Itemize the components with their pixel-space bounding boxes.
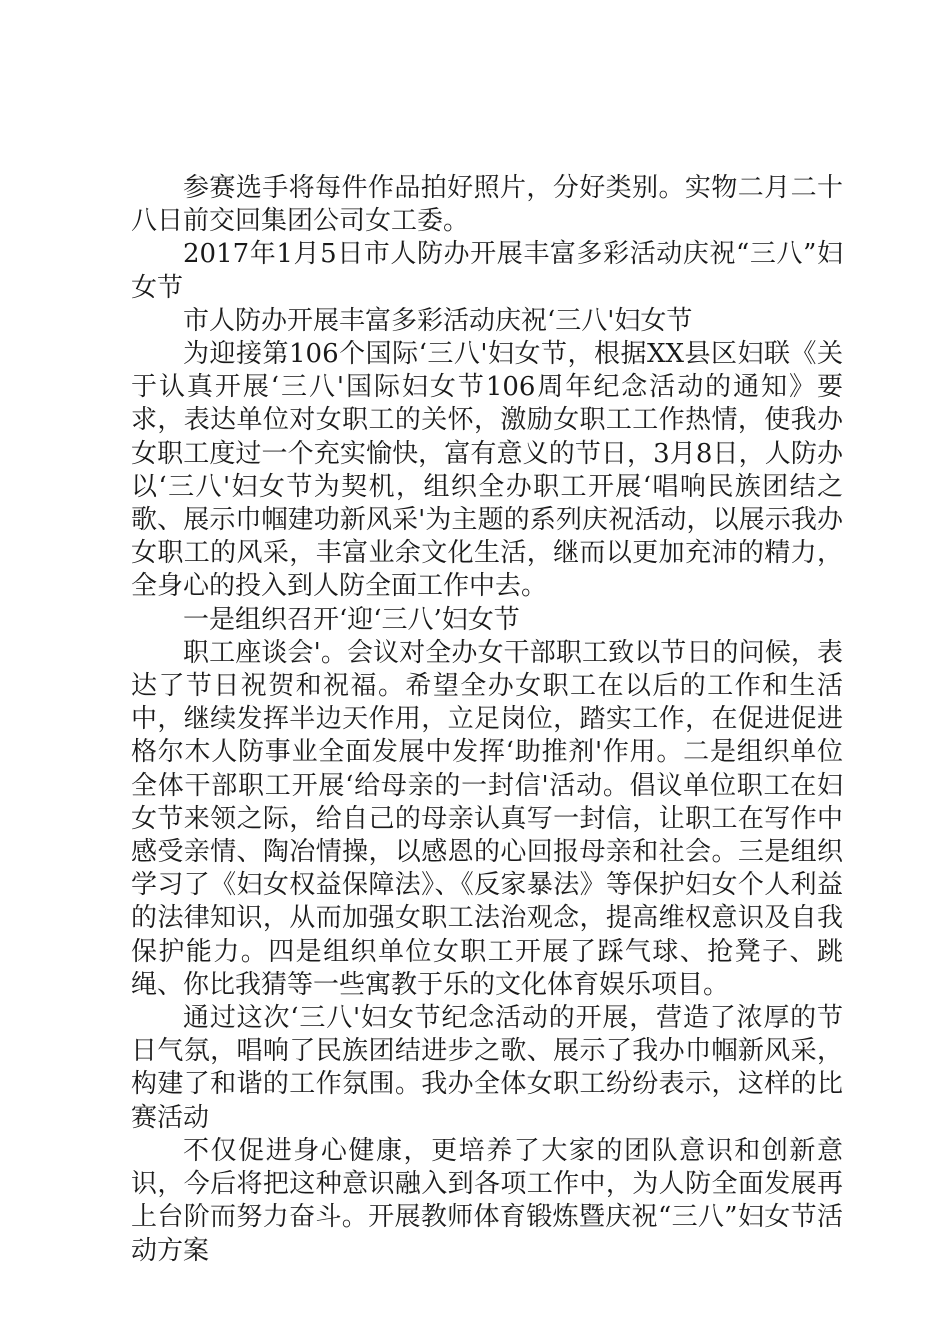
document-body: [131, 172, 843, 1268]
paragraph-subheading: 市人防办开展丰富多彩活动庆祝‘三八'妇女节: [183, 305, 693, 336]
paragraph-activities: 职工座谈会'。会议对全办女干部职工致以节日的问候，表达了节日祝贺和祝福。希望全办女职工在以后的工作和生活中，继续发挥半边天作用，立足岗位，踏实工作，在促进促进格尔木人防事业全面发展中发挥‘助推剂'作用。二是组织单位全体干部职工开展‘给母亲的一封信'活动。倡议单位职工在妇女节来领之际，给自己的母亲认真写一封信，让职工在写作中感受亲情、陶冶情操，以感恩的心回报母亲和社会。三是组织学习了《妇女权益保障法》、《反家暴法》等保护妇女个人利益的法律知识，从而加强女职工法治观念，提高维权意识及自我保护能力。四是组织单位女职工开展了踩气球、抢凳子、跳绳、你比我猜等一些寓教于乐的文化体育娱乐项目。: [131, 637, 843, 1000]
paragraph-submission-note: 参赛选手将每件作品拍好照片，分好类别。实物二月二十八日前交回集团公司女工委。: [131, 173, 843, 237]
paragraph-intro: 为迎接第106个国际‘三八'妇女节，根据XX县区妇联《关于认真开展‘三八'国际妇女节106周年纪念活动的通知》要求，表达单位对女职工的关怀，激励女职工工作热情，使我办女职工度过一个充实愉快，富有意义的节日，3月8日，人防办以‘三八'妇女节为契机，组织全办职工开展‘唱响民族团结之歌、展示巾帼建功新风采'为主题的系列庆祝活动，以展示我办女职工的风采，丰富业余文化生活，继而以更加充沛的精力，全身心的投入到人防全面工作中去。: [131, 339, 843, 602]
paragraph-summary: 通过这次‘三八'妇女节纪念活动的开展，营造了浓厚的节日气氛，唱响了民族团结进步之歌、展示了我办巾帼新风采，构建了和谐的工作氛围。我办全体女职工纷纷表示，这样的比赛活动: [131, 1003, 843, 1133]
paragraph-item-one: 一是组织召开‘迎‘三八’妇女节: [183, 604, 520, 635]
paragraph-conclusion: 不仅促进身心健康，更培养了大家的团队意识和创新意识，今后将把这种意识融入到各项工作中，为人防全面发展再上台阶而努力奋斗。开展教师体育锻炼暨庆祝“三八”妇女节活动方案: [131, 1135, 843, 1266]
paragraph-news-headline: 2017年1月5日市人防办开展丰富多彩活动庆祝“三八”妇女节: [131, 239, 843, 303]
